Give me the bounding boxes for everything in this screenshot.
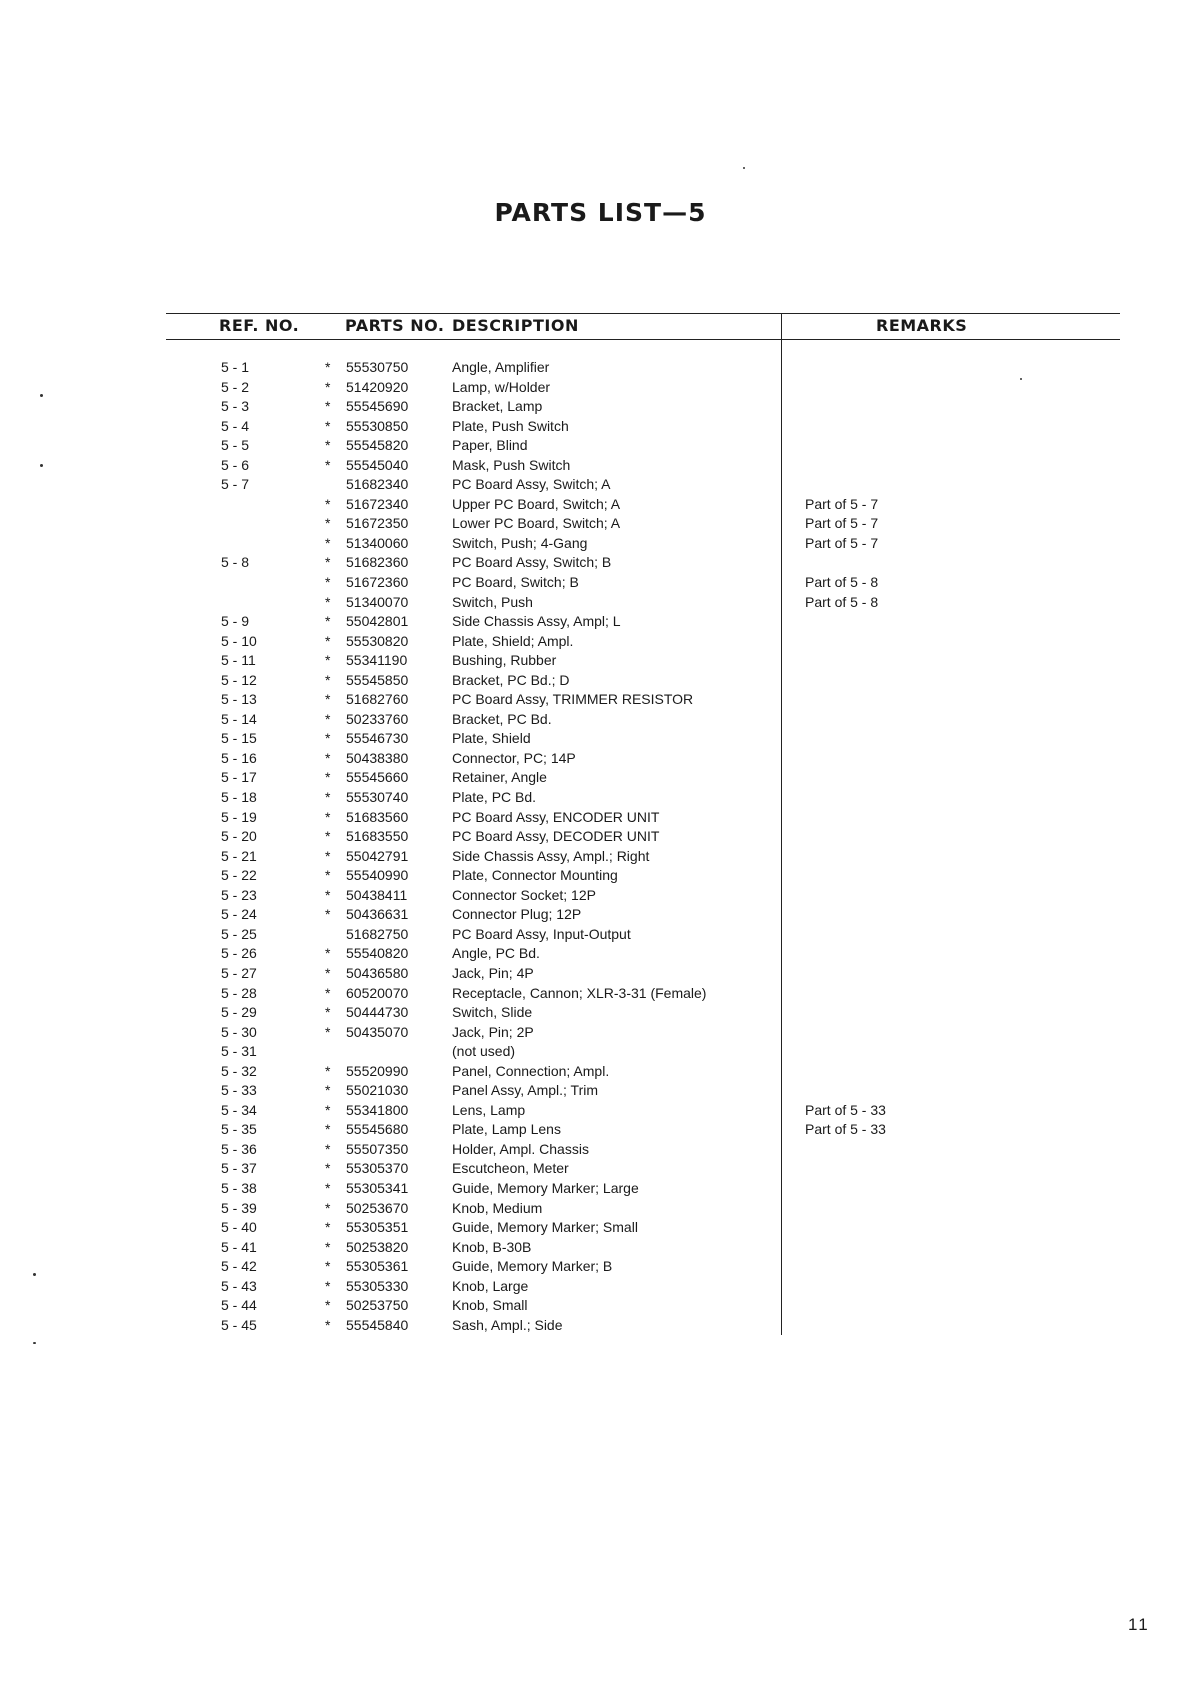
scan-speck [40,464,43,467]
table-row [0,612,1191,632]
parts-no-cell: 55545680 [346,1121,409,1138]
asterisk-mark: * [325,749,331,766]
ref-no-cell: 5 - 4 [221,417,250,434]
scan-speck [743,167,745,169]
asterisk-mark: * [325,1297,331,1314]
asterisk-mark: * [325,828,331,845]
ref-no-cell: 5 - 14 [221,710,257,727]
table-row [0,788,1191,808]
parts-no-cell: 55042801 [346,613,409,630]
table-row [0,378,1191,398]
asterisk-mark: * [325,1160,331,1177]
asterisk-mark: * [325,554,331,571]
table-row [0,1316,1191,1336]
ref-no-cell: 5 - 25 [221,925,257,942]
description-cell: Side Chassis Assy, Ampl.; Right [452,847,650,864]
ref-no-cell: 5 - 40 [221,1219,257,1236]
parts-no-cell: 55545040 [346,456,409,473]
parts-no-cell: 51682340 [346,476,409,493]
table-row [0,866,1191,886]
ref-no-cell: 5 - 43 [221,1277,257,1294]
table-row [0,632,1191,652]
ref-no-cell: 5 - 23 [221,886,257,903]
description-cell: Knob, B-30B [452,1238,532,1255]
parts-no-cell: 50253670 [346,1199,409,1216]
ref-no-cell: 5 - 20 [221,828,257,845]
description-cell: Switch, Push; 4-Gang [452,534,588,551]
parts-no-cell: 55341190 [346,652,408,669]
description-cell: Guide, Memory Marker; B [452,1258,613,1275]
description-cell: Bracket, PC Bd. [452,710,552,727]
asterisk-mark: * [325,1219,331,1236]
scan-speck [1020,378,1022,380]
asterisk-mark: * [325,808,331,825]
header-ref-no: REF. NO. [219,316,300,335]
parts-no-cell: 50233760 [346,710,409,727]
remarks-cell: Part of 5 - 33 [805,1101,886,1118]
table-row [0,808,1191,828]
ref-no-cell: 5 - 19 [221,808,257,825]
asterisk-mark: * [325,456,331,473]
table-row [0,573,1191,593]
description-cell: Knob, Small [452,1297,528,1314]
ref-no-cell: 5 - 24 [221,906,257,923]
asterisk-mark: * [325,1316,331,1333]
parts-no-cell: 55341800 [346,1101,409,1118]
ref-no-cell: 5 - 6 [221,456,250,473]
description-cell: Angle, Amplifier [452,359,550,375]
remarks-cell: Part of 5 - 8 [805,593,879,610]
parts-no-cell: 51683550 [346,828,409,845]
asterisk-mark: * [325,1023,331,1040]
asterisk-mark: * [325,574,331,591]
ref-no-cell: 5 - 31 [221,1043,257,1060]
parts-no-cell: 55545660 [346,769,409,786]
parts-no-cell: 50444730 [346,1004,409,1021]
asterisk-mark: * [325,847,331,864]
table-row [0,417,1191,437]
parts-no-cell: 55507350 [346,1140,409,1157]
parts-no-cell: 51420920 [346,378,409,395]
description-cell: Panel Assy, Ampl.; Trim [452,1082,599,1099]
ref-no-cell: 5 - 33 [221,1082,257,1099]
table-row [0,1101,1191,1121]
table-row [0,749,1191,769]
description-cell: Connector Plug; 12P [452,906,582,923]
description-cell: Bracket, Lamp [452,398,543,415]
ref-no-cell: 5 - 39 [221,1199,257,1216]
description-cell: Panel, Connection; Ampl. [452,1062,610,1079]
table-row [0,1081,1191,1101]
parts-no-cell: 51672360 [346,574,409,591]
description-cell: PC Board, Switch; B [452,574,579,591]
description-cell: Holder, Ampl. Chassis [452,1140,589,1157]
asterisk-mark: * [325,495,331,512]
ref-no-cell: 5 - 1 [221,359,250,375]
description-cell: Jack, Pin; 4P [452,964,534,981]
parts-no-cell: 51682360 [346,554,409,571]
asterisk-mark: * [325,671,331,688]
description-cell: PC Board Assy, Input-Output [452,925,631,942]
table-row [0,534,1191,554]
table-row [0,905,1191,925]
description-cell: PC Board Assy, Switch; A [452,476,611,493]
parts-no-cell: 55546730 [346,730,409,747]
table-row [0,1062,1191,1082]
description-cell: PC Board Assy, Switch; B [452,554,612,571]
description-cell: Side Chassis Assy, Ampl; L [452,613,621,630]
ref-no-cell: 5 - 30 [221,1023,257,1040]
parts-no-cell: 55021030 [346,1082,409,1099]
asterisk-mark: * [325,945,331,962]
description-cell: (not used) [452,1043,516,1060]
parts-no-cell: 51683560 [346,808,409,825]
header-description: DESCRIPTION [452,316,579,335]
description-cell: Plate, Lamp Lens [452,1121,561,1138]
ref-no-cell: 5 - 45 [221,1316,257,1333]
parts-no-cell: 51672340 [346,495,409,512]
ref-no-cell: 5 - 10 [221,632,257,649]
parts-no-cell: 55305361 [346,1258,409,1275]
parts-no-cell: 55530740 [346,789,409,806]
parts-no-cell: 51672350 [346,515,409,532]
description-cell: Plate, Push Switch [452,417,569,434]
table-row [0,1159,1191,1179]
table-row [0,553,1191,573]
description-cell: Lens, Lamp [452,1101,526,1118]
asterisk-mark: * [325,534,331,551]
asterisk-mark: * [325,964,331,981]
ref-no-cell: 5 - 12 [221,671,257,688]
asterisk-mark: * [325,1062,331,1079]
asterisk-mark: * [325,769,331,786]
remarks-cell: Part of 5 - 7 [805,495,879,512]
asterisk-mark: * [325,906,331,923]
table-row [0,710,1191,730]
description-cell: Connector Socket; 12P [452,886,596,903]
table-row [0,456,1191,476]
ref-no-cell: 5 - 13 [221,691,257,708]
ref-no-cell: 5 - 22 [221,867,257,884]
scan-speck [33,1342,36,1344]
description-cell: Plate, Connector Mounting [452,867,618,884]
table-row [0,729,1191,749]
table-row [0,495,1191,515]
ref-no-cell: 5 - 32 [221,1062,257,1079]
scan-speck [33,1273,36,1276]
header-parts-no: PARTS NO. [345,316,445,335]
parts-no-cell: 51340070 [346,593,409,610]
description-cell: Connector, PC; 14P [452,749,576,766]
table-row [0,827,1191,847]
parts-no-cell: 51682760 [346,691,409,708]
table-row [0,671,1191,691]
parts-no-cell: 55540820 [346,945,409,962]
parts-no-cell: 50436631 [346,906,409,923]
parts-no-cell: 55520990 [346,1062,409,1079]
ref-no-cell: 5 - 44 [221,1297,257,1314]
header-remarks: REMARKS [876,316,968,335]
table-row [0,1120,1191,1140]
remarks-cell: Part of 5 - 8 [805,574,879,591]
table-row [0,436,1191,456]
ref-no-cell: 5 - 21 [221,847,257,864]
parts-no-cell: 51340060 [346,534,409,551]
description-cell: Lower PC Board, Switch; A [452,515,621,532]
asterisk-mark: * [325,1082,331,1099]
table-header-rule [166,339,1120,340]
ref-no-cell: 5 - 29 [221,1004,257,1021]
scan-speck [40,394,43,397]
table-row [0,690,1191,710]
ref-no-cell: 5 - 42 [221,1258,257,1275]
asterisk-mark: * [325,710,331,727]
parts-no-cell: 55545850 [346,671,409,688]
asterisk-mark: * [325,789,331,806]
ref-no-cell: 5 - 27 [221,964,257,981]
ref-no-cell: 5 - 36 [221,1140,257,1157]
ref-no-cell: 5 - 17 [221,769,257,786]
asterisk-mark: * [325,1101,331,1118]
table-row [0,1179,1191,1199]
description-cell: Paper, Blind [452,437,528,454]
remarks-cell: Part of 5 - 7 [805,534,879,551]
table-row [0,514,1191,534]
table-row [0,1238,1191,1258]
parts-no-cell: 55530850 [346,417,409,434]
description-cell: Sash, Ampl.; Side [452,1316,563,1333]
parts-no-cell: 55530750 [346,359,409,375]
table-row [0,1277,1191,1297]
asterisk-mark: * [325,652,331,669]
table-row [0,1042,1191,1062]
ref-no-cell: 5 - 8 [221,554,250,571]
asterisk-mark: * [325,515,331,532]
table-row [0,1140,1191,1160]
asterisk-mark: * [325,359,331,375]
asterisk-mark: * [325,632,331,649]
parts-no-cell: 55305341 [346,1179,409,1196]
table-row [0,397,1191,417]
asterisk-mark: * [325,730,331,747]
table-row [0,1199,1191,1219]
parts-no-cell: 55305351 [346,1219,409,1236]
table-row [0,1023,1191,1043]
asterisk-mark: * [325,1199,331,1216]
ref-no-cell: 5 - 15 [221,730,257,747]
parts-no-cell: 51682750 [346,925,409,942]
description-cell: Escutcheon, Meter [452,1160,569,1177]
ref-no-cell: 5 - 16 [221,749,257,766]
table-row [0,593,1191,613]
parts-no-cell: 55540990 [346,867,409,884]
description-cell: Switch, Slide [452,1004,533,1021]
parts-no-cell: 50438411 [346,886,408,903]
table-row [0,1003,1191,1023]
table-row [0,1218,1191,1238]
parts-no-cell: 55530820 [346,632,409,649]
description-cell: PC Board Assy, DECODER UNIT [452,828,660,845]
table-row [0,1296,1191,1316]
table-row [0,847,1191,867]
remarks-cell: Part of 5 - 7 [805,515,879,532]
description-cell: Retainer, Angle [452,769,547,786]
asterisk-mark: * [325,867,331,884]
description-cell: Lamp, w/Holder [452,378,551,395]
asterisk-mark: * [325,378,331,395]
table-row [0,886,1191,906]
description-cell: Guide, Memory Marker; Large [452,1179,639,1196]
asterisk-mark: * [325,417,331,434]
description-cell: Mask, Push Switch [452,456,571,473]
page-number: 11 [1128,1615,1150,1634]
asterisk-mark: * [325,1258,331,1275]
ref-no-cell: 5 - 2 [221,378,250,395]
description-cell: Plate, Shield; Ampl. [452,632,574,649]
description-cell: Plate, PC Bd. [452,789,537,806]
asterisk-mark: * [325,593,331,610]
description-cell: Angle, PC Bd. [452,945,540,962]
ref-no-cell: 5 - 41 [221,1238,257,1255]
table-row [0,768,1191,788]
table-row [0,475,1191,495]
asterisk-mark: * [325,1277,331,1294]
asterisk-mark: * [325,1121,331,1138]
ref-no-cell: 5 - 34 [221,1101,257,1118]
parts-no-cell: 55305330 [346,1277,409,1294]
description-cell: Bushing, Rubber [452,652,557,669]
ref-no-cell: 5 - 7 [221,476,250,493]
parts-no-cell: 55545690 [346,398,409,415]
description-cell: PC Board Assy, ENCODER UNIT [452,808,660,825]
parts-no-cell: 55305370 [346,1160,409,1177]
parts-no-cell: 55042791 [346,847,409,864]
asterisk-mark: * [325,613,331,630]
ref-no-cell: 5 - 38 [221,1179,257,1196]
parts-no-cell: 55545820 [346,437,409,454]
asterisk-mark: * [325,398,331,415]
ref-no-cell: 5 - 28 [221,984,257,1001]
table-row [0,984,1191,1004]
table-row [0,944,1191,964]
parts-no-cell: 60520070 [346,984,409,1001]
description-cell: Receptacle, Cannon; XLR-3-31 (Female) [452,984,707,1001]
ref-no-cell: 5 - 37 [221,1160,257,1177]
ref-no-cell: 5 - 26 [221,945,257,962]
asterisk-mark: * [325,886,331,903]
description-cell: Guide, Memory Marker; Small [452,1219,638,1236]
asterisk-mark: * [325,984,331,1001]
description-cell: Knob, Medium [452,1199,543,1216]
description-cell: Knob, Large [452,1277,529,1294]
ref-no-cell: 5 - 5 [221,437,250,454]
asterisk-mark: * [325,691,331,708]
description-cell: Upper PC Board, Switch; A [452,495,621,512]
parts-no-cell: 55545840 [346,1316,409,1333]
description-cell: Jack, Pin; 2P [452,1023,534,1040]
parts-no-cell: 50253820 [346,1238,409,1255]
ref-no-cell: 5 - 35 [221,1121,257,1138]
ref-no-cell: 5 - 3 [221,398,250,415]
description-cell: Bracket, PC Bd.; D [452,671,570,688]
description-cell: Plate, Shield [452,730,531,747]
parts-no-cell: 50436580 [346,964,409,981]
table-row [0,358,1191,378]
table-row [0,925,1191,945]
asterisk-mark: * [325,1140,331,1157]
parts-no-cell: 50435070 [346,1023,409,1040]
table-row [0,651,1191,671]
remarks-cell: Part of 5 - 33 [805,1121,886,1138]
page-title: PARTS LIST—5 [494,198,707,227]
asterisk-mark: * [325,1004,331,1021]
ref-no-cell: 5 - 9 [221,613,250,630]
ref-no-cell: 5 - 11 [221,652,256,669]
description-cell: Switch, Push [452,593,533,610]
parts-no-cell: 50253750 [346,1297,409,1314]
asterisk-mark: * [325,1179,331,1196]
table-row [0,964,1191,984]
parts-table-body [0,358,1191,1335]
ref-no-cell: 5 - 18 [221,789,257,806]
table-top-rule [166,313,1120,314]
table-row [0,1257,1191,1277]
parts-no-cell: 50438380 [346,749,409,766]
asterisk-mark: * [325,1238,331,1255]
asterisk-mark: * [325,437,331,454]
description-cell: PC Board Assy, TRIMMER RESISTOR [452,691,694,708]
